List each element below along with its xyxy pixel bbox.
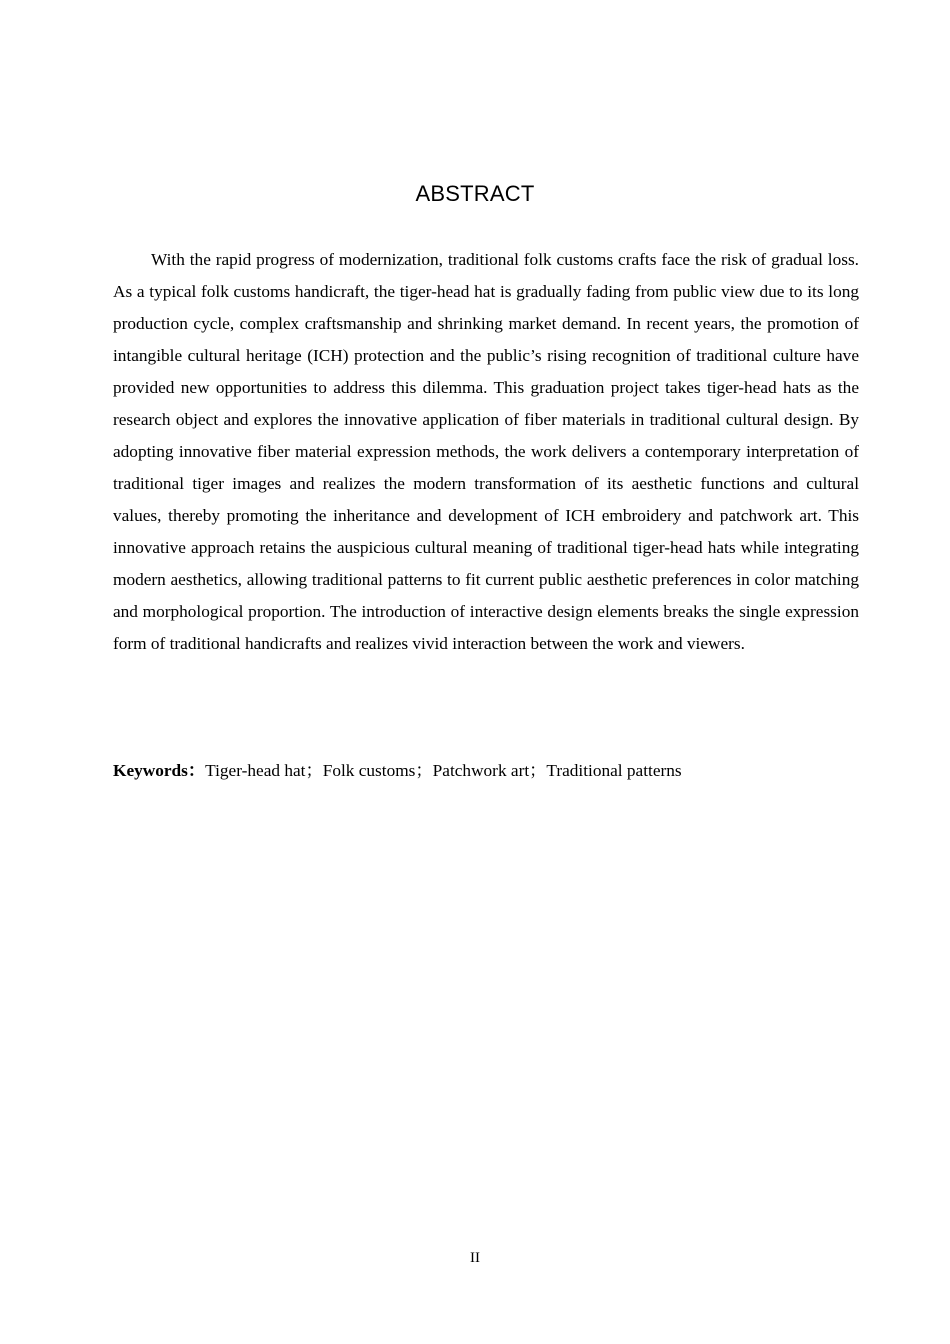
page-number: II bbox=[470, 1250, 480, 1266]
keywords-list: Tiger-head hat；Folk customs；Patchwork art；Traditional patterns bbox=[205, 761, 682, 780]
keywords-label: Keywords： bbox=[113, 761, 206, 780]
abstract-paragraph: With the rapid progress of modernization, traditional folk customs crafts face the risk of gradual loss. As a typical folk customs handicraft, the tiger-head hat is gradually fading from public view due to its long production cycle, complex craftsmanship and shrinking market demand. In recent years, the promotion of intangible cultural heritage (ICH) protection and the public’s rising recognition of traditional culture have provided new opportunities to address this dilemma. This graduation project takes tiger-head hats as the research object and explores the innovative application of fiber materials in traditional cultural design. By adopting innovative fiber material expression methods, the work delivers a contemporary interpretation of traditional tiger images and realizes the modern transformation of its aesthetic functions and cultural values, thereby promoting the inheritance and development of ICH embroidery and patchwork art. This innovative approach retains the auspicious cultural meaning of traditional tiger-head hats while integrating modern aesthetics, allowing traditional patterns to fit current public aesthetic preferences in color matching and morphological proportion. The introduction of interactive design elements breaks the single expression form of traditional handicrafts and realizes vivid interaction between the work and viewers. bbox=[113, 250, 859, 653]
abstract-title: ABSTRACT bbox=[415, 181, 535, 206]
keywords-line bbox=[113, 755, 859, 787]
